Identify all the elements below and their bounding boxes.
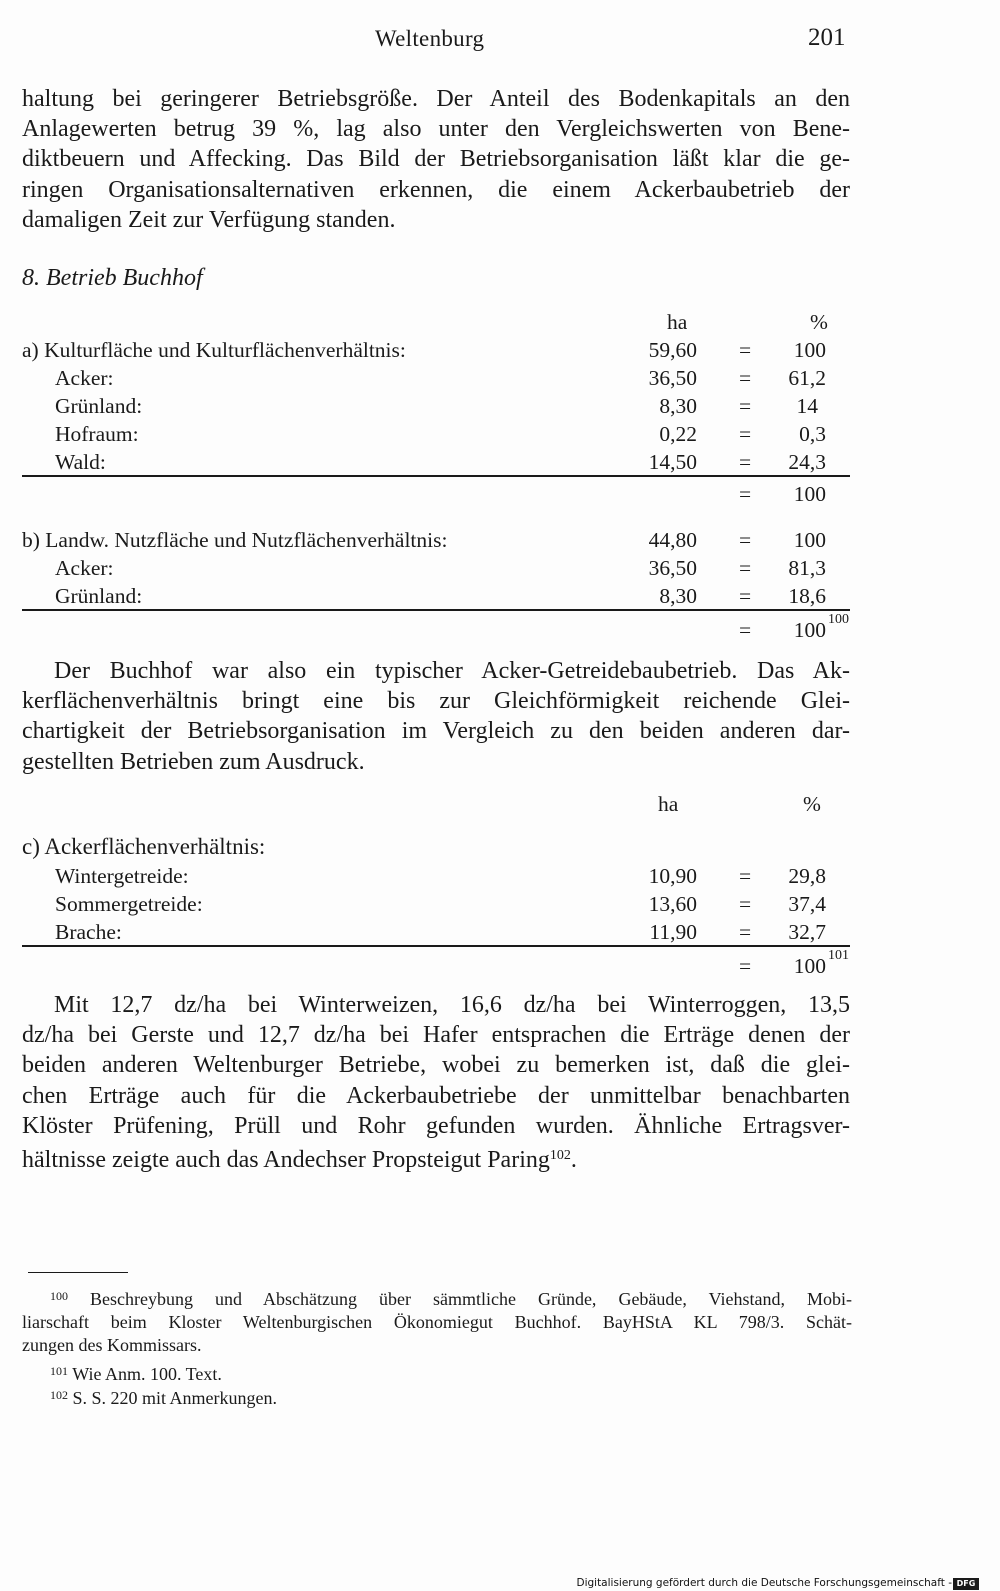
- table-row: [22, 584, 862, 611]
- text-line: diktbeuern und Affecking. Das Bild der Betriebsorganisation läßt klar die ge-: [22, 146, 850, 173]
- text-line: chartigkeit der Betriebsorganisation im Vergleich zu den beiden anderen dar-: [22, 718, 850, 745]
- text-line: gestellten Betrieben zum Ausdruck.: [22, 748, 365, 775]
- table-row: [22, 528, 862, 555]
- row-percent: 100: [793, 482, 826, 506]
- row-equals: =: [739, 422, 752, 446]
- middle-paragraph: [22, 656, 850, 777]
- intro-paragraph: [22, 84, 850, 235]
- footnote-text: S. S. 220 mit Anmerkungen.: [72, 1388, 278, 1408]
- row-label: Grünland:: [55, 584, 143, 608]
- row-label: a) Kulturfläche und Kulturflächenverhältnis:: [22, 338, 406, 362]
- table-row: [22, 422, 862, 449]
- dfg-logo-icon: DFG: [953, 1578, 979, 1590]
- footnote-line: [22, 1360, 852, 1386]
- footnote-text: Wie Anm. 100. Text.: [72, 1364, 222, 1384]
- row-equals: =: [739, 482, 752, 506]
- row-percent: 32,7: [788, 920, 826, 944]
- text-line: Der Buchhof war also ein typischer Acker-Getreidebaubetrieb. Das Ak-: [54, 658, 850, 684]
- table-row: [22, 892, 862, 919]
- row-percent: 81,3: [788, 556, 826, 580]
- footnote-line: zungen des Kommissars.: [22, 1335, 202, 1355]
- footnote-reference: 100: [828, 612, 849, 627]
- row-ha: 11,90: [649, 920, 697, 944]
- text-line: beiden anderen Weltenburger Betriebe, wobei zu bemerken ist, daß die glei-: [22, 1052, 850, 1079]
- row-ha: 0,22: [659, 422, 697, 446]
- row-label: Sommergetreide:: [55, 892, 203, 916]
- column-header-ha: ha: [667, 310, 688, 334]
- column-header-ha: ha: [658, 792, 679, 816]
- row-label: Wintergetreide:: [55, 864, 189, 888]
- footnote-number: 102: [50, 1388, 68, 1402]
- row-percent: 100: [793, 338, 826, 362]
- row-equals: =: [739, 450, 752, 474]
- section-heading: 8. Betrieb Buchhof: [22, 265, 203, 291]
- row-ha: 36,50: [648, 556, 697, 580]
- text-line: [22, 1141, 850, 1171]
- row-ha: 36,50: [648, 366, 697, 390]
- table-divider: [22, 475, 850, 477]
- table-divider: [22, 945, 850, 947]
- row-percent: 18,6: [788, 584, 826, 608]
- sentence-end: .: [570, 1146, 577, 1173]
- text-line: ringen Organisationsalternativen erkennen, die einem Ackerbaubetrieb der: [22, 176, 850, 203]
- row-ha: 8,30: [659, 584, 697, 608]
- row-percent: 100: [793, 528, 826, 552]
- table-row: [22, 920, 862, 947]
- table-row: [22, 864, 862, 891]
- text-line: chen Erträge auch für die Ackerbaubetriebe der unmittelbar benachbarten: [22, 1082, 850, 1109]
- row-percent: 29,8: [788, 864, 826, 888]
- footnote-reference: 101: [828, 948, 849, 963]
- final-paragraph: [22, 990, 850, 1171]
- row-percent: 24,3: [788, 450, 826, 474]
- row-label: Hofraum:: [55, 422, 139, 446]
- footnote-reference: 102: [549, 1147, 571, 1163]
- footnote-101: [22, 1360, 852, 1386]
- footnote-102: [22, 1384, 852, 1410]
- table-divider: [22, 609, 850, 611]
- row-label: c) Ackerflächenverhältnis:: [22, 834, 266, 859]
- text-line: damaligen Zeit zur Verfügung standen.: [22, 206, 396, 233]
- page-number: 201: [808, 24, 846, 51]
- text-line: kerflächenverhältnis bringt eine bis zur Gleichförmigkeit reichende Glei-: [22, 688, 850, 715]
- row-equals: =: [739, 528, 752, 552]
- row-percent: 0,3: [799, 422, 826, 446]
- table-total-row: [22, 482, 862, 509]
- row-label: b) Landw. Nutzfläche und Nutzflächenverhältnis:: [22, 528, 448, 552]
- row-equals: =: [739, 920, 752, 944]
- footnote-number: 101: [50, 1364, 68, 1378]
- footnote-separator: [28, 1272, 128, 1273]
- row-percent: 100: [793, 954, 826, 978]
- row-percent: 37,4: [788, 892, 826, 916]
- row-ha: 14,50: [648, 450, 697, 474]
- footnote-line: [22, 1384, 852, 1410]
- table-total-row: [22, 612, 862, 645]
- text-line: Anlagewerten betrug 39 %, lag also unter den Vergleichswerten von Bene-: [22, 116, 850, 143]
- footnote-text: Beschreybung und Abschätzung über sämmtliche Gründe, Gebäude, Viehstand, Mobi-: [90, 1289, 852, 1309]
- table-row: [22, 834, 862, 861]
- row-equals: =: [739, 954, 752, 978]
- footnote-line: liarschaft beim Kloster Weltenburgischen Ökonomiegut Buchhof. BayHStA KL 798/3. Schät-: [22, 1312, 852, 1332]
- text-line: Klöster Prüfening, Prüll und Rohr gefunden wurden. Ähnliche Ertragsver-: [22, 1112, 850, 1139]
- column-header-percent: %: [810, 310, 828, 334]
- text-line: Mit 12,7 dz/ha bei Winterweizen, 16,6 dz/ha bei Winterroggen, 13,5: [54, 992, 850, 1018]
- row-label: Wald:: [55, 450, 106, 474]
- row-percent: 100: [793, 618, 826, 642]
- row-label: Acker:: [55, 366, 114, 390]
- text-line: haltung bei geringerer Betriebsgröße. Der Anteil des Bodenkapitals an den: [22, 86, 850, 112]
- table-row: [22, 450, 862, 477]
- row-ha: 13,60: [648, 892, 697, 916]
- row-equals: =: [739, 892, 752, 916]
- row-equals: =: [739, 366, 752, 390]
- row-label: Acker:: [55, 556, 114, 580]
- digitization-credit: Digitalisierung gefördert durch die Deutsche Forschungsgemeinschaft -: [576, 1577, 952, 1589]
- running-header-title: Weltenburg: [375, 26, 485, 51]
- row-ha: 8,30: [659, 394, 697, 418]
- footnote-number: 100: [50, 1289, 68, 1303]
- row-label: Grünland:: [55, 394, 143, 418]
- table-row: [22, 556, 862, 583]
- row-equals: =: [739, 584, 752, 608]
- table-row: [22, 366, 862, 393]
- footnote-100: [22, 1285, 852, 1357]
- text-line-content: hältnisse zeigte auch das Andechser Propsteigut Paring: [22, 1146, 550, 1173]
- row-equals: =: [739, 556, 752, 580]
- row-ha: 10,90: [648, 864, 697, 888]
- row-equals: =: [739, 864, 752, 888]
- footnote-line: [22, 1285, 852, 1311]
- table-total-row: [22, 948, 862, 981]
- table-row: [22, 394, 862, 421]
- row-equals: =: [739, 394, 752, 418]
- row-label: Brache:: [55, 920, 122, 944]
- table-row: [22, 338, 862, 365]
- row-ha: 59,60: [648, 338, 697, 362]
- row-equals: =: [739, 338, 752, 362]
- row-equals: =: [739, 618, 752, 642]
- row-percent: 14: [796, 394, 818, 418]
- column-header-percent: %: [803, 792, 821, 816]
- row-ha: 44,80: [648, 528, 697, 552]
- row-percent: 61,2: [788, 366, 826, 390]
- text-line: dz/ha bei Gerste und 12,7 dz/ha bei Hafer entsprachen die Erträge denen der: [22, 1022, 850, 1049]
